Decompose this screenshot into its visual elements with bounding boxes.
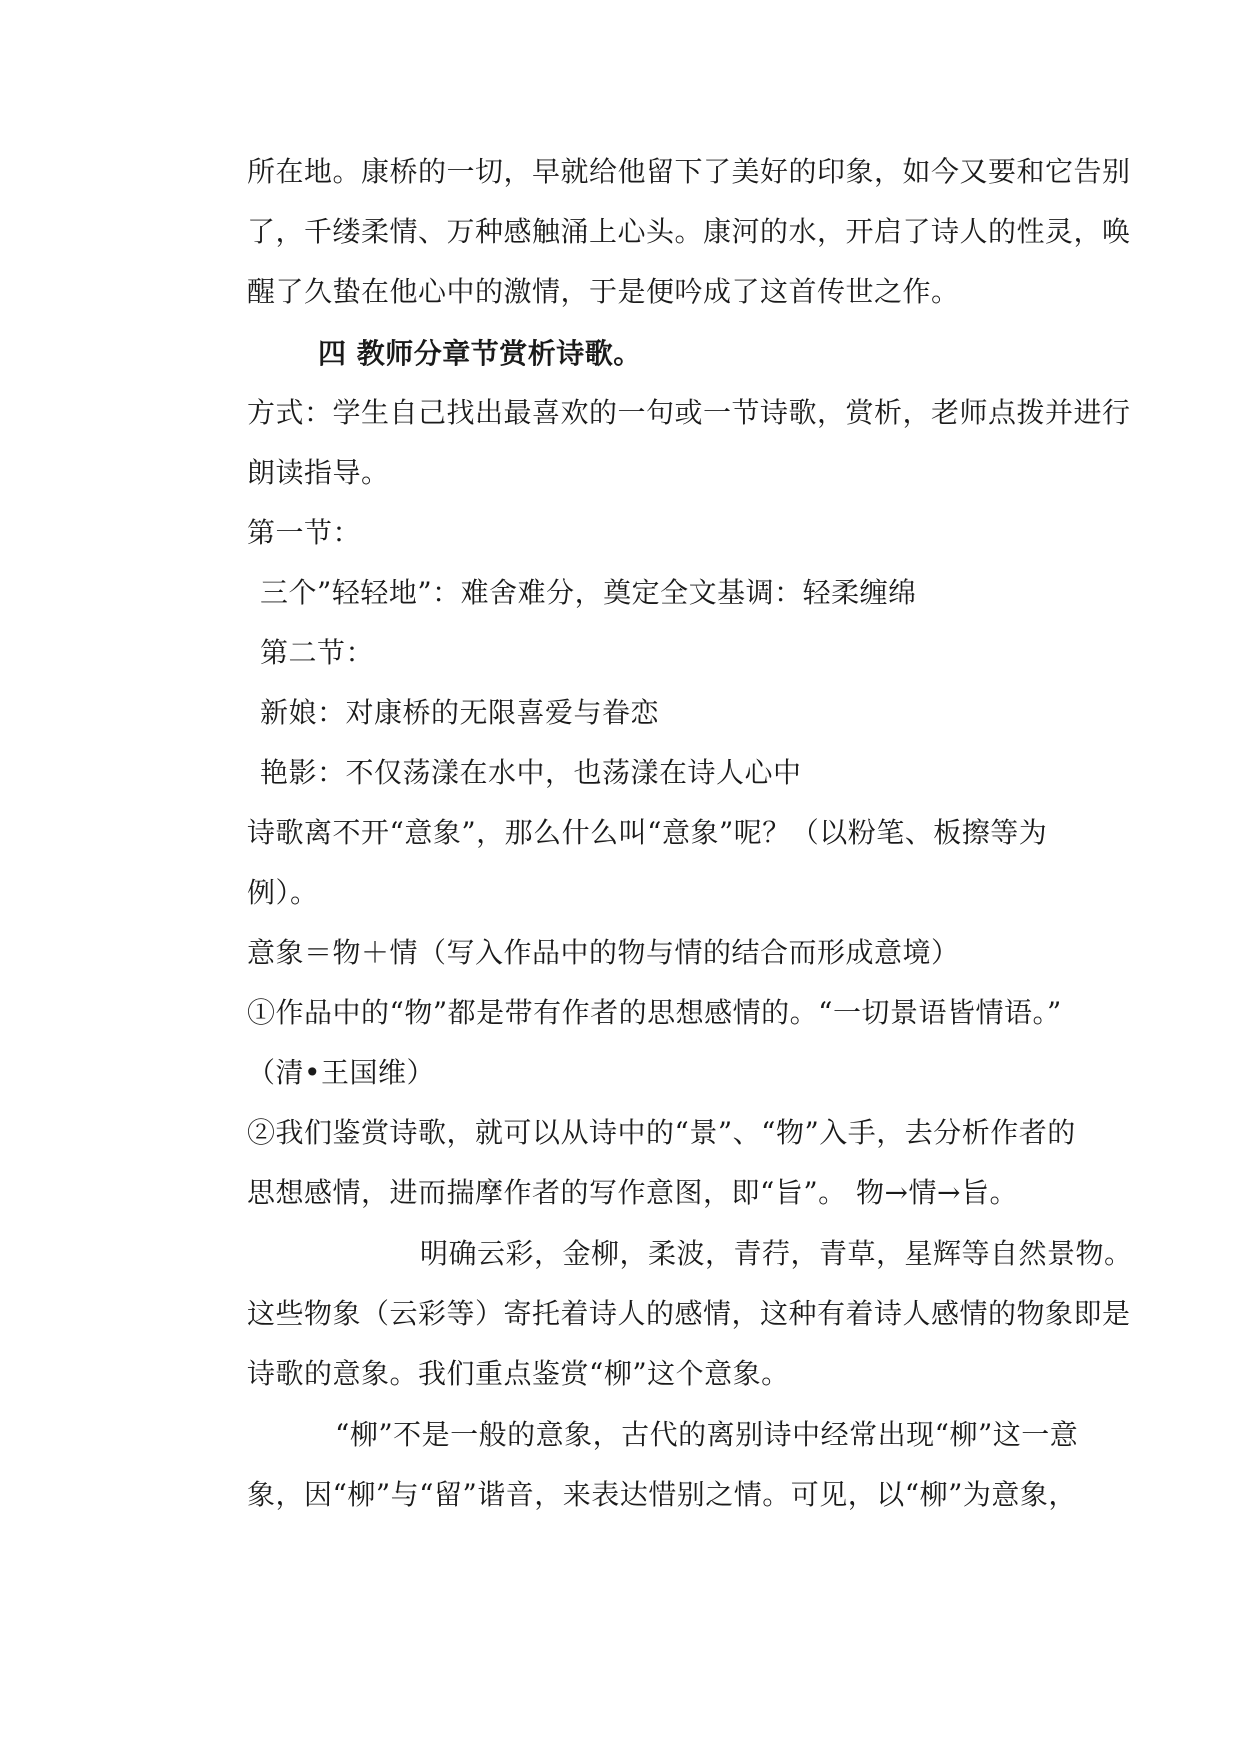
paragraph-line: 意象＝物＋情（写入作品中的物与情的结合而形成意境） <box>247 936 960 969</box>
subsection-label: 第一节： <box>247 516 362 549</box>
paragraph-line: （清•王国维） <box>247 1056 436 1089</box>
paragraph-line: 方式：学生自己找出最喜欢的一句或一节诗歌，赏析，老师点拨并进行 <box>247 396 1131 429</box>
paragraph-line: 醒了久蛰在他心中的激情，于是便吟成了这首传世之作。 <box>247 275 960 308</box>
paragraph-line: ②我们鉴赏诗歌，就可以从诗中的“景”、“物”入手，去分析作者的 <box>247 1116 1076 1149</box>
paragraph-line: 诗歌的意象。我们重点鉴赏“柳”这个意象。 <box>247 1357 790 1390</box>
paragraph-line: 思想感情，进而揣摩作者的写作意图，即“旨”。 物→情→旨。 <box>247 1176 1018 1209</box>
paragraph-line: 象，因“柳”与“留”谐音，来表达惜别之情。可见，以“柳”为意象， <box>247 1478 1077 1511</box>
paragraph-line: 所在地。康桥的一切，早就给他留下了美好的印象，如今又要和它告别 <box>247 155 1131 188</box>
analysis-line: 新娘：对康桥的无限喜爱与眷恋 <box>260 696 660 729</box>
paragraph-line: 明确云彩，金柳，柔波，青荇，青草，星辉等自然景物。 <box>420 1237 1133 1270</box>
paragraph-line: 诗歌离不开“意象”，那么什么叫“意象”呢？（以粉笔、板擦等为 <box>247 816 1048 849</box>
analysis-line: 三个”轻轻地”：难舍难分，奠定全文基调：轻柔缠绵 <box>260 576 917 609</box>
paragraph-line: ①作品中的“物”都是带有作者的思想感情的。“一切景语皆情语。” <box>247 996 1062 1029</box>
analysis-line: 艳影：不仅荡漾在水中，也荡漾在诗人心中 <box>260 756 802 789</box>
paragraph-line: “柳”不是一般的意象，古代的离别诗中经常出现“柳”这一意 <box>335 1418 1079 1451</box>
paragraph-line: 了，千缕柔情、万种感触涌上心头。康河的水，开启了诗人的性灵，唤 <box>247 215 1131 248</box>
subsection-label: 第二节： <box>260 636 375 669</box>
paragraph-line: 例）。 <box>247 876 319 909</box>
section-heading: 四 教师分章节赏析诗歌。 <box>318 337 642 370</box>
paragraph-line: 这些物象（云彩等）寄托着诗人的感情，这种有着诗人感情的物象即是 <box>247 1297 1131 1330</box>
paragraph-line: 朗读指导。 <box>247 456 390 489</box>
